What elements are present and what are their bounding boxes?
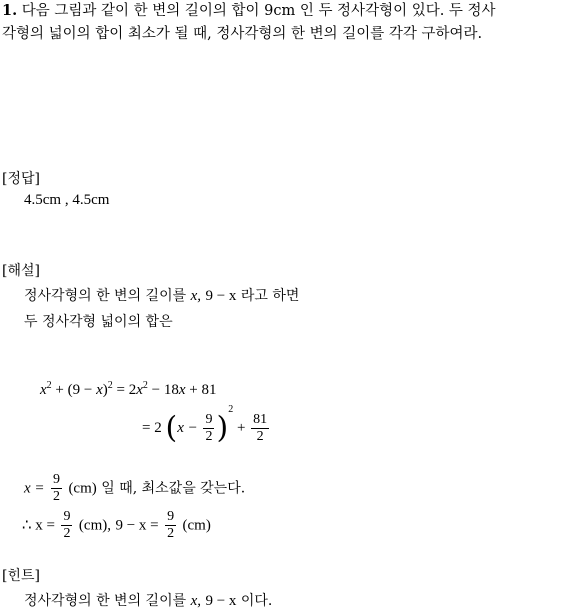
solution-line-1 [24,285,299,305]
fraction-9-over-2-a: $\frac{9}{2}$ [63,509,71,541]
hint-expr-9-minus-x: 9 − x [205,593,237,609]
eq2-square: 2 [228,403,234,415]
question-line-2 [2,23,482,45]
therefore-line [22,509,211,542]
question-line-1 [2,0,496,22]
hint-variable-x: x, [190,593,201,609]
condition-line [24,472,245,505]
fraction-81-over-2: $\frac{81}{2}$ [253,412,268,444]
and-9-minus-x: 9 − x = [115,517,159,534]
solution-text-a: 정사각형의 한 변의 길이를 [24,288,187,304]
fraction-9-over-2: $\frac{9}{2}$ [205,412,213,444]
answer-heading: [정답] [2,171,40,187]
eq2-lhs: = 2 [142,419,162,436]
variable-x: x, [190,288,201,304]
question-text-1: 다음 그림과 같이 한 변의 길이의 합이 9cm 인 두 정사각형이 있다. 두 정사 [21,3,496,19]
cond-x-equals: x = [24,480,45,497]
question-number: 1. [2,2,18,19]
unit-comma: (cm), [78,517,111,534]
expr-9-minus-x: 9 − x [205,288,237,304]
fraction-9-over-2-cond: $\frac{9}{2}$ [52,472,60,504]
answer-value: 4.5cm , 4.5cm [24,192,110,208]
unit-cm: (cm) [182,517,211,534]
solution-text-b: 라고 하면 [240,288,300,304]
fraction-9-over-2-b: $\frac{9}{2}$ [167,509,175,541]
eq2-inner: x − [177,419,198,436]
therefore-x: ∴ x = [22,517,56,534]
cond-unit: (cm) [68,480,97,497]
hint-text-b: 이다. [240,593,273,609]
solution-heading: [해설] [2,263,40,279]
hint-heading: [힌트] [2,568,40,584]
eq2-plus: + [236,419,246,436]
equation-2: = 2 (x − $\frac{9}{2}$ )$^2$ + $\frac{81}{2}$ [142,403,268,446]
question-text-2: 각형의 넓이의 합이 최소가 될 때, 정사각형의 한 변의 길이를 각각 구하여라. [2,26,483,42]
hint-line [24,590,272,610]
equation-1: $x^2 + (9 - x)^2 = 2x^2 - 18x + 81$ [40,380,217,398]
solution-line-2: 두 정사각형 넓이의 합은 [24,314,173,330]
cond-text: 일 때, 최소값을 갖는다. [101,480,246,497]
hint-text-a: 정사각형의 한 변의 길이를 [24,593,187,609]
